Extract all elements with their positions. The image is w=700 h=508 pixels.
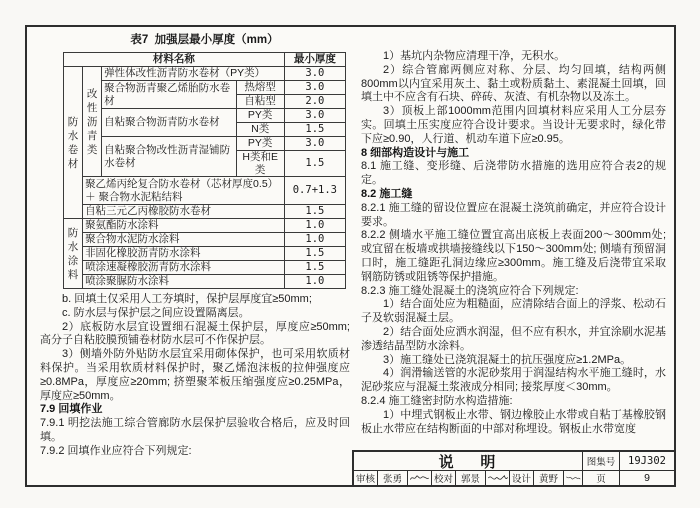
title-block-row-bottom [354, 471, 674, 485]
table-row [64, 261, 346, 275]
table-row [64, 137, 346, 151]
sheet-title: 说 明 [354, 452, 583, 470]
paragraph: 2）底板防水层宜设置细石混凝土保护层，厚度应≥50mm; 高分子自粘胶膜预铺卷材防水层可不作保护层。 [40, 320, 350, 347]
section-heading: 8.2 施工缝 [361, 187, 413, 200]
material-cell: 聚合物水泥防水涂料 [83, 233, 285, 247]
thickness-cell: 3.0 [284, 109, 345, 123]
thickness-cell: 2.0 [284, 95, 345, 109]
type-cell: PY类 [236, 137, 284, 151]
thickness-cell: 1.5 [284, 123, 345, 137]
left-column [40, 31, 353, 459]
atlas-number-value: 19J302 [628, 455, 666, 467]
paragraph: 4）润滑输送管的水泥砂浆用于润湿结构水平施工缝时，水泥砂浆应与混凝土浆液成分相同; 接浆厚度＜30mm。 [361, 367, 666, 394]
signature-icon [564, 472, 582, 484]
thickness-cell: 3.0 [284, 67, 345, 81]
signature-icon [486, 472, 509, 484]
paragraph: 1）中埋式钢板止水带、钢边橡胶止水带或自粘丁基橡胶钢板止水带应在结构断面的中部对称埋设。钢板止水带宽度 [361, 408, 666, 435]
table-header-row [64, 53, 346, 67]
review-label: 审核 [354, 471, 378, 485]
thickness-cell: 1.5 [284, 151, 345, 177]
material-cell: 聚乙烯丙纶复合防水卷材（芯材厚度0.5）＋ 聚合物水泥粘结料 [83, 177, 285, 205]
material-cell: 非固化橡胶沥青防水涂料 [83, 247, 285, 261]
design-label: 设计 [510, 471, 534, 485]
left-text-block [40, 293, 350, 459]
material-cell: 自粘聚合物改性沥青湿铺防水卷材 [102, 137, 236, 177]
material-cell: 聚合物沥青聚乙烯胎防水卷材 [102, 81, 236, 109]
type-cell: 热熔型 [236, 81, 284, 95]
paragraph: 2）综合管廊两侧应对称、分层、均匀回填，结构两侧800mm以内宜采用灰土、黏土或粉质黏土、素混凝土回填，回填土中不应含有石块、碎砖、灰渣、有机杂物以及冻土。 [361, 63, 666, 104]
material-cell: 喷涂聚脲防水涂料 [83, 275, 285, 289]
section-heading: 7.9 回填作业 [40, 403, 103, 416]
table-row [64, 247, 346, 261]
material-cell: 弹性体改性沥青防水卷材（PY类） [102, 67, 285, 81]
table-row [64, 219, 346, 233]
material-cell: 自粘聚合物沥青防水卷材 [102, 109, 236, 137]
group-waterproof-coating: 防水涂料 [64, 219, 83, 289]
table-row [64, 205, 346, 219]
table7-min-thickness [63, 52, 346, 289]
paragraph: 3）顶板上部1000mm范围内回填材料应采用人工分层夯实。回填土压实度应符合设计要求。当设计无要求时，绿化带下应≥0.90，人行道、机动车道下应≥0.95。 [361, 105, 666, 145]
type-cell: PY类 [236, 109, 284, 123]
design-signature [564, 471, 583, 485]
col-header-material: 材料名称 [64, 53, 285, 67]
signature-icon [408, 472, 431, 484]
paragraph: 1）结合面处应为粗糙面，应清除结合面上的浮浆、松动石子及软弱混凝土层。 [361, 298, 666, 325]
thickness-cell: 3.0 [284, 81, 345, 95]
material-cell: 自粘三元乙丙橡胶防水卷材 [83, 205, 285, 219]
thickness-cell: 1.0 [284, 275, 345, 289]
thickness-cell: 3.0 [284, 137, 345, 151]
paragraph: 7.9.1 明挖法施工综合管廊防水层保护层验收合格后，应及时回填。 [40, 417, 350, 443]
paragraph: 3）施工缝处已浇筑混凝土的抗压强度应≥1.2MPa。 [383, 353, 632, 366]
group-waterproof-roll: 防水卷材 [64, 67, 83, 219]
atlas-number-label: 图集号 [583, 452, 620, 470]
group-modified-asphalt: 改性沥青类 [83, 67, 102, 177]
paragraph: 8.2.2 侧墙水平施工缝位置宜高出底板上表面200～300mm处; 或宜留在板墙或拱墙接缝线以下150～300mm处; 侧墙有预留洞口时，施工缝距孔洞边缘应≥300mm。施工缝及后浇带宜采取钢筋防锈或阻锈等保护措施。 [361, 229, 666, 283]
check-label: 校对 [432, 471, 456, 485]
paragraph: 2）结合面处应洒水润湿，但不应有积水，并宜涂刷水泥基渗透结晶型防水涂料。 [361, 325, 666, 352]
thickness-cell: 1.0 [284, 233, 345, 247]
page-number: 9 [644, 472, 650, 484]
type-cell: N类 [236, 123, 284, 137]
paragraph: 8.2.1 施工缝的留设位置应在混凝土浇筑前确定，并应符合设计要求。 [361, 201, 666, 228]
col-header-thickness: 最小厚度 [284, 53, 345, 67]
thickness-cell: 1.5 [284, 261, 345, 275]
drawing-title-block [352, 450, 676, 487]
paragraph: 7.9.2 回填作业应符合下列规定: [40, 444, 192, 457]
table7-title: 表7 加强层最小厚度（mm） [130, 34, 279, 46]
thickness-cell: 1.0 [284, 219, 345, 233]
paragraph: 8.2.3 施工缝处混凝土的浇筑应符合下列规定: [361, 284, 579, 297]
table-row [64, 177, 346, 205]
table-row [64, 81, 346, 95]
paragraph: 8.1 施工缝、变形缝、后浇带防水措施的选用应符合表2的规定。 [361, 160, 666, 187]
material-cell: 喷涂速凝橡胶沥青防水涂料 [83, 261, 285, 275]
section-heading: 8 细部构造设计与施工 [361, 146, 470, 159]
type-cell: H类和E类 [236, 151, 284, 177]
design-name: 黄野 [534, 471, 564, 485]
paragraph: b. 回填土仅采用人工夯填时，保护层厚度宜≥50mm; [62, 293, 312, 305]
type-cell: 自粘型 [236, 95, 284, 109]
material-cell: 聚氨酯防水涂料 [83, 219, 285, 233]
table-row [64, 275, 346, 289]
right-column [361, 50, 666, 436]
thickness-cell: 1.5 [284, 247, 345, 261]
paragraph: 1）基坑内杂物应清理干净，无积水。 [383, 50, 566, 62]
paragraph: 3）侧墙外防外贴防水层宜采用砌体保护，也可采用软质材料保护。当采用软质材料保护时，聚乙烯泡沫板的拉伸强度应≥0.8MPa，厚度应≥20mm; 挤塑聚苯板压缩强度应≥0.25MPa，厚度应≥50mm。 [40, 348, 350, 402]
thickness-cell: 1.5 [284, 205, 345, 219]
page-label: 页 [583, 471, 620, 485]
thickness-cell: 0.7+1.3 [284, 177, 345, 205]
table-row [64, 109, 346, 123]
review-name: 张勇 [378, 471, 408, 485]
title-block-row-top [354, 452, 674, 471]
review-signature [408, 471, 432, 485]
table-row [64, 67, 346, 81]
check-name: 郭景 [456, 471, 486, 485]
paragraph: 8.2.4 施工缝密封防水构造措施: [361, 394, 513, 407]
paragraph: c. 防水层与保护层之间应设置隔离层。 [62, 306, 250, 319]
check-signature [486, 471, 510, 485]
table-row [64, 233, 346, 247]
